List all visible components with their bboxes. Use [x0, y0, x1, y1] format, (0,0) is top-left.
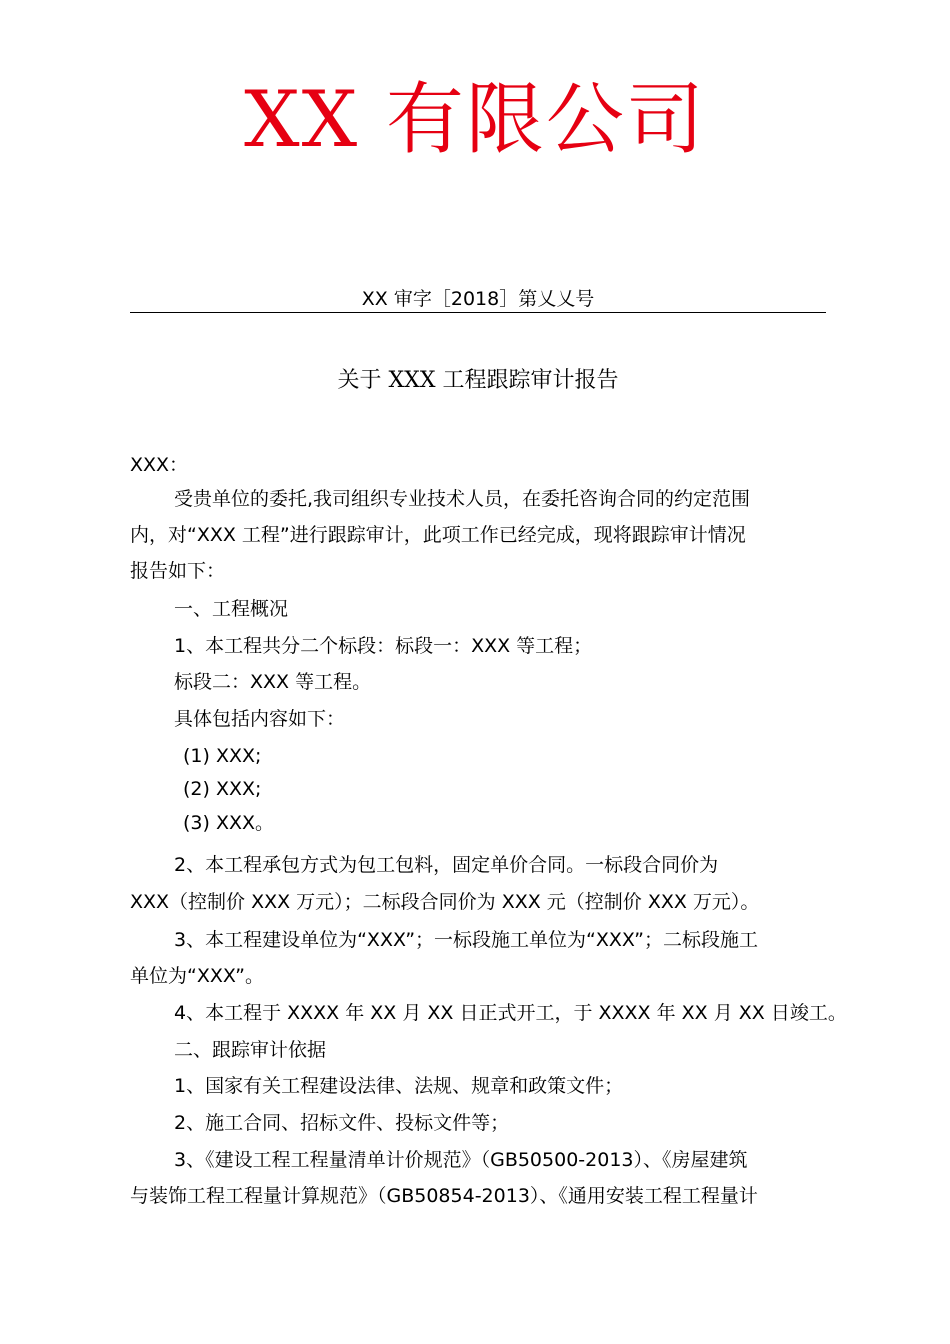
list-item: (3) XXX。 — [183, 812, 275, 834]
section-heading: 二、跟踪审计依据 — [174, 1039, 327, 1061]
paragraph-line: 标段二：XXX 等工程。 — [174, 671, 372, 693]
paragraph-line: XXX（控制价 XXX 万元）；二标段合同价为 XXX 元（控制价 XXX 万元）。 — [130, 891, 760, 913]
paragraph-line: 1、本工程共分二个标段：标段一：XXX 等工程； — [174, 635, 593, 657]
header-divider — [130, 312, 826, 313]
paragraph-line: 2、施工合同、招标文件、投标文件等； — [174, 1112, 510, 1134]
paragraph-line: 3、本工程建设单位为“XXX”；一标段施工单位为“XXX”；二标段施工 — [174, 929, 759, 951]
paragraph-line: 具体包括内容如下： — [174, 708, 346, 730]
company-letterhead: XX 有限公司 — [244, 75, 706, 165]
paragraph-line: 与装饰工程工程量计算规范》（GB50854-2013）、《通用安装工程工程量计 — [130, 1185, 758, 1207]
paragraph-line: 3、《建设工程工程量清单计价规范》（GB50500-2013）、《房屋建筑 — [174, 1149, 748, 1171]
paragraph-line: 报告如下： — [130, 560, 226, 582]
section-heading: 一、工程概况 — [174, 598, 289, 620]
document-number: XX 审字［2018］第乂乂号 — [361, 288, 595, 310]
paragraph-line: 2、本工程承包方式为包工包料，固定单价合同。一标段合同价为 — [174, 854, 719, 876]
paragraph-line: 单位为“XXX”。 — [130, 965, 264, 987]
list-item: (2) XXX; — [183, 778, 262, 800]
paragraph-line: 内，对“XXX 工程”进行跟踪审计，此项工作已经完成，现将跟踪审计情况 — [130, 524, 746, 546]
salutation: XXX： — [130, 454, 189, 476]
paragraph-line: 1、国家有关工程建设法律、法规、规章和政策文件； — [174, 1075, 624, 1097]
paragraph-line: 受贵单位的委托,我司组织专业技术人员，在委托咨询合同的约定范围 — [174, 488, 751, 510]
list-item: (1) XXX; — [183, 745, 262, 767]
document-title: 关于 XXX 工程跟踪审计报告 — [337, 368, 619, 393]
paragraph-line: 4、本工程于 XXXX 年 XX 月 XX 日正式开工，于 XXXX 年 XX 月 XX 日竣工。 — [174, 1002, 847, 1024]
